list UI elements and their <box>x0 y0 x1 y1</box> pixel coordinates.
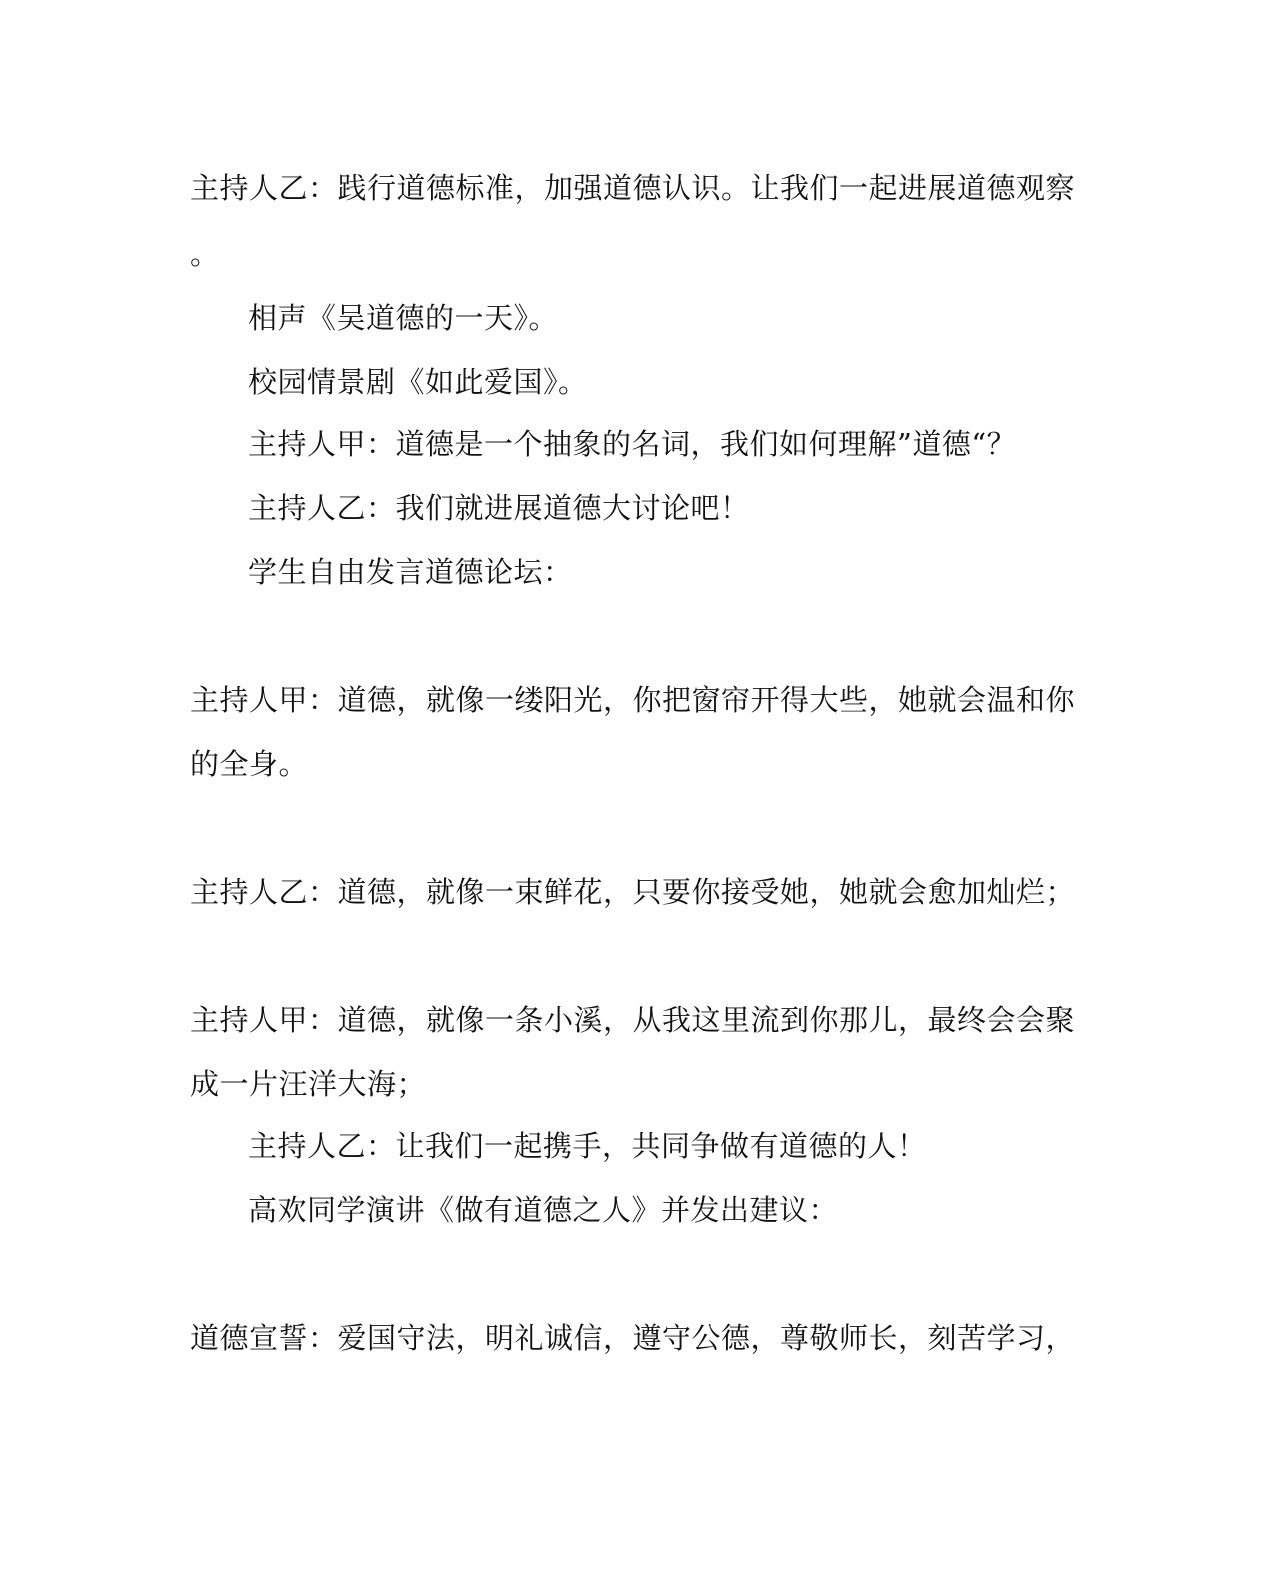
text-line: 主持人甲：道德是一个抽象的名词，我们如何理解”道德“？ <box>248 427 1017 461</box>
text-line: 学生自由发言道德论坛： <box>248 555 573 589</box>
text-line: 高欢同学演讲《做有道德之人》并发出建议： <box>248 1193 839 1227</box>
text-line: 主持人甲：道德，就像一条小溪，从我这里流到你那儿，最终会会聚 <box>190 1003 1076 1037</box>
text-line: 成一片汪洋大海； <box>190 1067 427 1101</box>
text-line: 主持人乙：践行道德标准，加强道德认识。让我们一起进展道德观察 <box>190 171 1076 205</box>
text-line: 相声《吴道德的一天》。 <box>248 301 559 335</box>
text-line: 主持人乙：我们就进展道德大讨论吧！ <box>248 491 750 525</box>
text-line: 校园情景剧《如此爱国》。 <box>248 365 588 399</box>
text-line: 主持人乙：让我们一起携手，共同争做有道德的人！ <box>248 1129 927 1163</box>
text-line: 道德宣誓：爱国守法，明礼诚信，遵守公德，尊敬师长，刻苦学习， <box>190 1321 1076 1355</box>
text-line: 主持人乙：道德，就像一束鲜花，只要你接受她，她就会愈加灿烂； <box>190 875 1076 909</box>
text-line: 的全身。 <box>190 747 309 781</box>
text-line: 。 <box>190 237 220 271</box>
text-line: 主持人甲：道德，就像一缕阳光，你把窗帘开得大些，她就会温和你 <box>190 683 1076 717</box>
